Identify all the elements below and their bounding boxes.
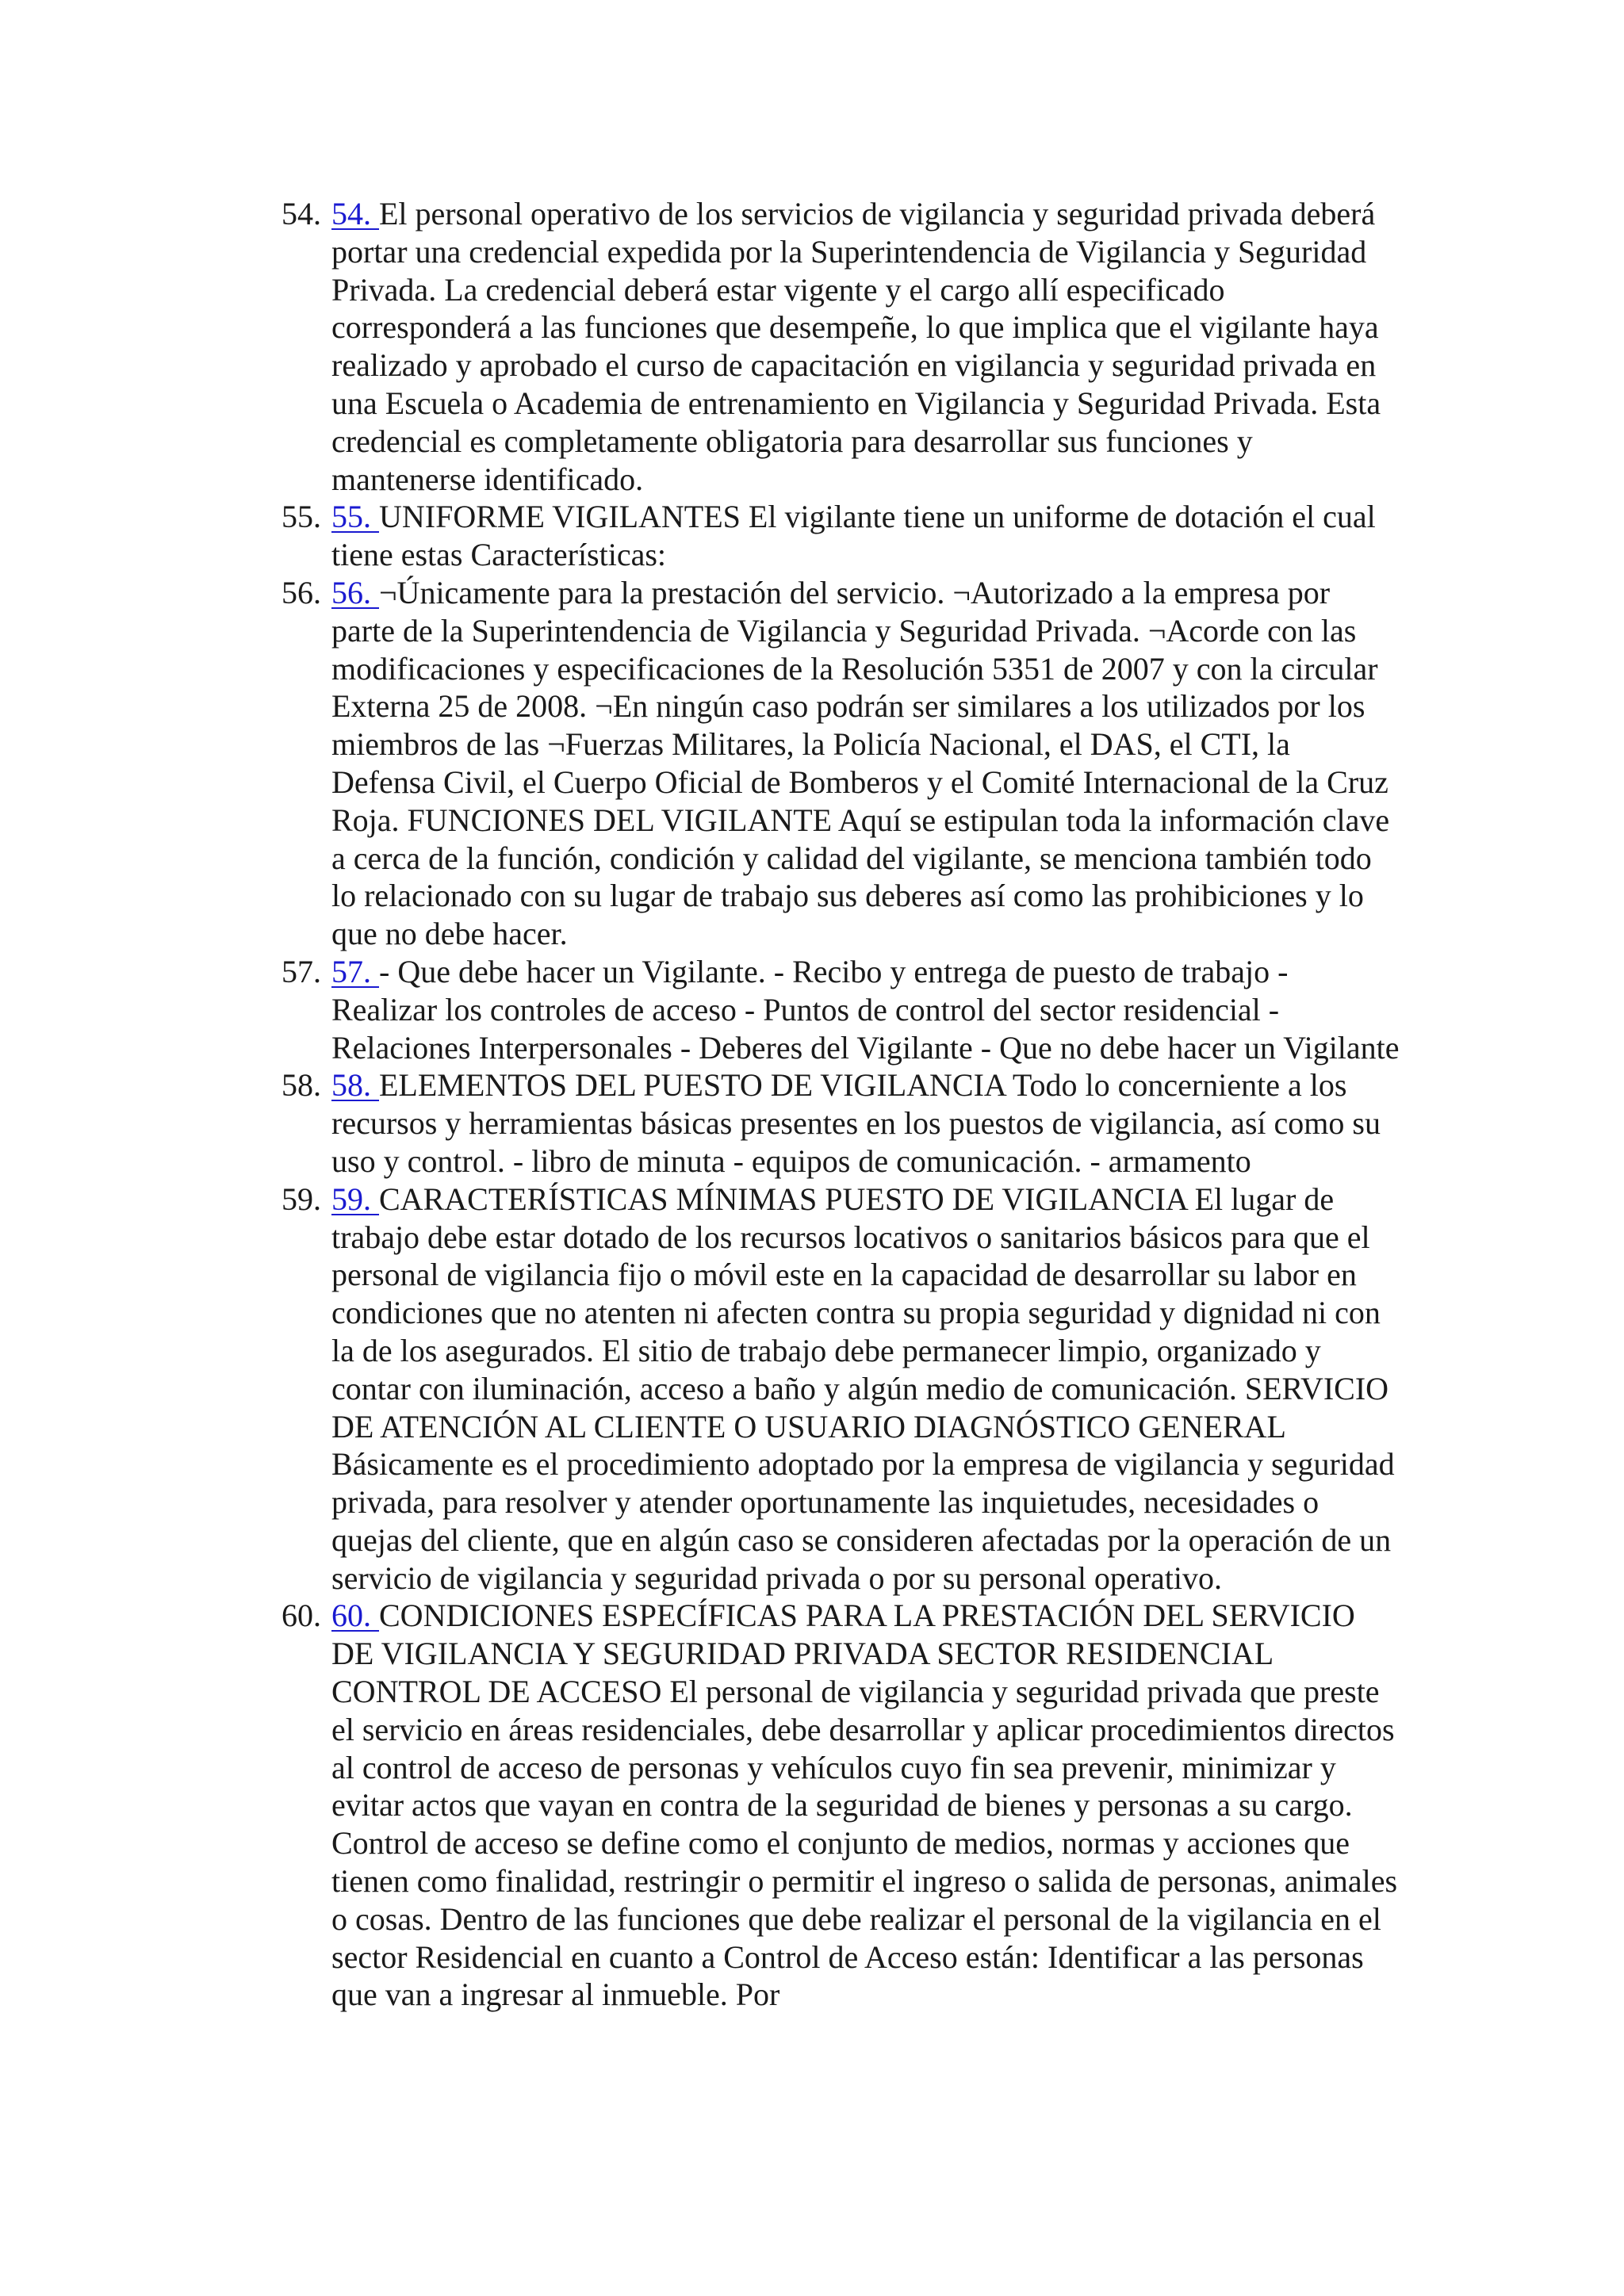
- item-number: 55.: [282, 499, 321, 535]
- item-number: 54.: [282, 196, 321, 232]
- list-item: [282, 498, 1400, 574]
- item-text: El personal operativo de los servicios de vigilancia y seguridad privada deberá portar una credencial expedida por la Superintendencia de Vigilancia y Seguridad Privada. La credencial deberá estar vigente y el cargo allí especificado corresponderá a las funciones que desempeñe, lo que implica que el vigilante haya realizado y aprobado el curso de capacitación en vigilancia y seguridad privada en una Escuela o Academia de entrenamiento en Vigilancia y Seguridad Privada. Esta credencial es completamente obligatoria para desarrollar sus funciones y mantenerse identificado.: [331, 196, 1381, 497]
- numbered-list: [282, 195, 1400, 2014]
- list-item: [282, 195, 1400, 498]
- item-text: CARACTERÍSTICAS MÍNIMAS PUESTO DE VIGILANCIA El lugar de trabajo debe estar dotado de los recursos locativos o sanitarios básicos para que el personal de vigilancia fijo o móvil este en la capacidad de desarrollar su labor en condiciones que no atenten ni afecten contra su propia seguridad y dignidad ni con la de los asegurados. El sitio de trabajo debe permanecer limpio, organizado y contar con iluminación, acceso a baño y algún medio de comunicación. SERVICIO DE ATENCIÓN AL CLIENTE O USUARIO DIAGNÓSTICO GENERAL Básicamente es el procedimiento adoptado por la empresa de vigilancia y seguridad privada, para resolver y atender oportunamente las inquietudes, necesidades o quejas del cliente, que en algún caso se consideren afectadas por la operación de un servicio de vigilancia y seguridad privada o por su personal operativo.: [331, 1181, 1395, 1596]
- list-item: [282, 574, 1400, 953]
- item-link[interactable]: 60.: [331, 1598, 379, 1634]
- item-number: 56.: [282, 574, 321, 610]
- item-text: UNIFORME VIGILANTES El vigilante tiene un uniforme de dotación el cual tiene estas Características:: [331, 499, 1376, 573]
- item-text: CONDICIONES ESPECÍFICAS PARA LA PRESTACIÓN DEL SERVICIO DE VIGILANCIA Y SEGURIDAD PRIVADA SECTOR RESIDENCIAL CONTROL DE ACCESO El personal de vigilancia y seguridad privada que preste el servicio en áreas residenciales, debe desarrollar y aplicar procedimientos directos al control de acceso de personas y vehículos cuyo fin sea prevenir, minimizar y evitar actos que vayan en contra de la seguridad de bienes y personas a su cargo. Control de acceso se define como el conjunto de medios, normas y acciones que tienen como finalidad, restringir o permitir el ingreso o salida de personas, animales o cosas. Dentro de las funciones que debe realizar el personal de la vigilancia en el sector Residencial en cuanto a Control de Acceso están: Identificar a las personas que van a ingresar al inmueble. Por: [331, 1598, 1398, 2013]
- item-text: ¬Únicamente para la prestación del servicio. ¬Autorizado a la empresa por parte de la Superintendencia de Vigilancia y Seguridad Privada. ¬Acorde con las modificaciones y especificaciones de la Resolución 5351 de 2007 y con la circular Externa 25 de 2008. ¬En ningún caso podrán ser similares a los utilizados por los miembros de las ¬Fuerzas Militares, la Policía Nacional, el DAS, el CTI, la Defensa Civil, el Cuerpo Oficial de Bomberos y el Comité Internacional de la Cruz Roja. FUNCIONES DEL VIGILANTE Aquí se estipulan toda la información clave a cerca de la función, condición y calidad del vigilante, se menciona también todo lo relacionado con su lugar de trabajo sus deberes así como las prohibiciones y lo que no debe hacer.: [331, 574, 1390, 952]
- item-link[interactable]: 58.: [331, 1067, 379, 1104]
- item-number: 57.: [282, 953, 321, 989]
- item-text: ELEMENTOS DEL PUESTO DE VIGILANCIA Todo lo concerniente a los recursos y herramientas básicas presentes en los puestos de vigilancia, así como su uso y control. - libro de minuta - equipos de comunicación. - armamento: [331, 1067, 1381, 1179]
- item-number: 59.: [282, 1181, 321, 1217]
- list-item: [282, 1597, 1400, 2014]
- list-item: [282, 1181, 1400, 1598]
- item-link[interactable]: 56.: [331, 574, 379, 610]
- item-link[interactable]: 57.: [331, 953, 379, 989]
- item-text: - Que debe hacer un Vigilante. - Recibo y entrega de puesto de trabajo - Realizar los controles de acceso - Puntos de control del sector residencial - Relaciones Interpersonales - Deberes del Vigilante - Que no debe hacer un Vigilante: [331, 953, 1400, 1066]
- item-link[interactable]: 54.: [331, 196, 379, 232]
- list-item: [282, 953, 1400, 1066]
- item-link[interactable]: 55.: [331, 499, 379, 535]
- item-number: 60.: [282, 1598, 321, 1634]
- list-item: [282, 1066, 1400, 1180]
- item-link[interactable]: 59.: [331, 1181, 379, 1217]
- item-number: 58.: [282, 1067, 321, 1104]
